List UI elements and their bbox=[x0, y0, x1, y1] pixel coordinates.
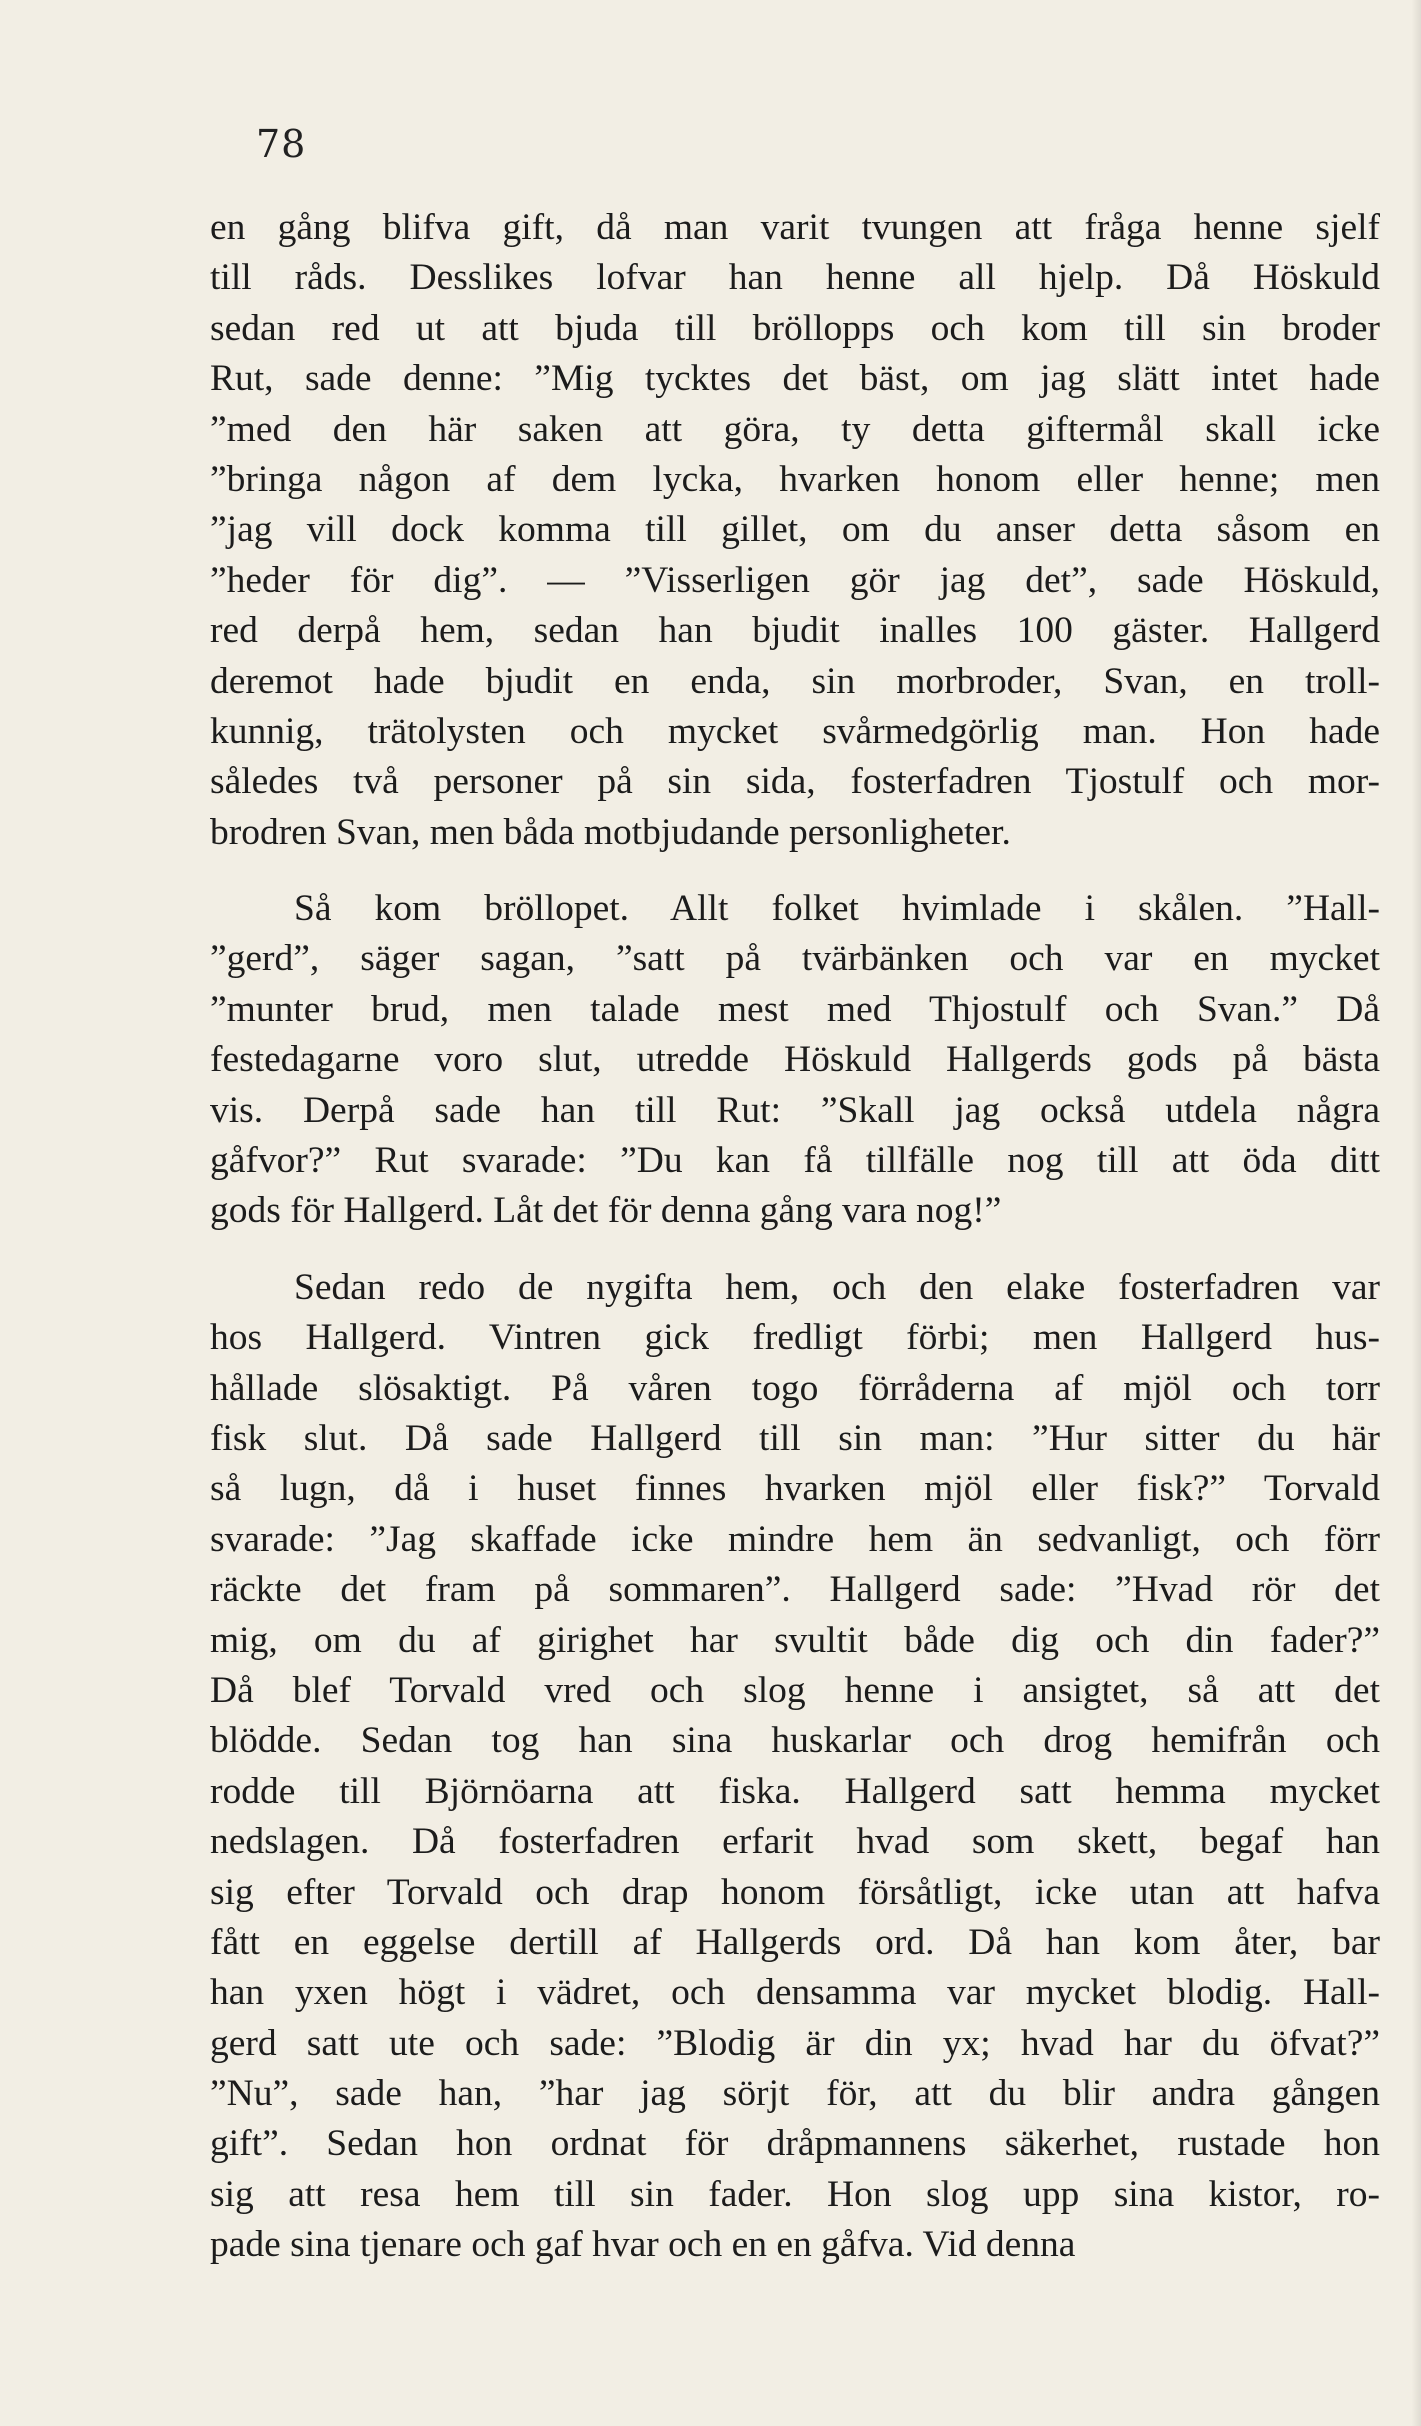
text-line: ”med den här saken att göra, ty detta giftermål skall icke bbox=[210, 408, 1380, 450]
page-edge-shadow bbox=[1411, 0, 1421, 2426]
text-line: ”jag vill dock komma till gillet, om du anser detta såsom en bbox=[210, 509, 1380, 551]
text-line: rodde till Björnöarna att fiska. Hallgerd satt hemma mycket bbox=[210, 1770, 1380, 1812]
text-line: en gång blifva gift, då man varit tvungen att fråga henne sjelf bbox=[210, 207, 1380, 248]
text-line: red derpå hem, sedan han bjudit inalles 100 gäster. Hallgerd bbox=[210, 610, 1380, 652]
text-line: ”gerd”, säger sagan, ”satt på tvärbänken och var en mycket bbox=[210, 938, 1380, 980]
text-line: sig att resa hem till sin fader. Hon slog upp sina kistor, ro- bbox=[210, 2173, 1380, 2215]
text-line: mig, om du af girighet har svultit både dig och din fader?” bbox=[210, 1619, 1380, 1661]
text-line: han yxen högt i vädret, och densamma var mycket blodig. Hall- bbox=[210, 1972, 1380, 2014]
text-line: Sedan redo de nygifta hem, och den elake fosterfadren var bbox=[294, 1266, 1380, 1308]
paragraph-gap bbox=[210, 1237, 1380, 1263]
text-line: sig efter Torvald och drap honom försåtligt, icke utan att hafva bbox=[210, 1871, 1380, 1913]
text-line: gift”. Sedan hon ordnat för dråpmannens säkerhet, rustade hon bbox=[210, 2123, 1380, 2165]
text-line: gerd satt ute och sade: ”Blodig är din yx; hvad har du öfvat?” bbox=[210, 2022, 1380, 2064]
text-line: svarade: ”Jag skaffade icke mindre hem än sedvanligt, och förr bbox=[210, 1518, 1380, 1560]
text-line: ”heder för dig”. — ”Visserligen gör jag det”, sade Höskuld, bbox=[210, 559, 1380, 601]
text-line: gåfvor?” Rut svarade: ”Du kan få tillfälle nog till att öda ditt bbox=[210, 1140, 1380, 1182]
text-line: ”Nu”, sade han, ”har jag sörjt för, att du blir andra gången bbox=[210, 2073, 1380, 2115]
text-line: således två personer på sin sida, fosterfadren Tjostulf och mor- bbox=[210, 761, 1380, 803]
text-line: så lugn, då i huset finnes hvarken mjöl eller fisk?” Torvald bbox=[210, 1468, 1380, 1510]
text-line: festedagarne voro slut, utredde Höskuld Hallgerds gods på bästa bbox=[210, 1039, 1380, 1081]
text-line: Rut, sade denne: ”Mig tycktes det bäst, om jag slätt intet hade bbox=[210, 358, 1380, 400]
text-line: fisk slut. Då sade Hallgerd till sin man: ”Hur sitter du här bbox=[210, 1417, 1380, 1459]
paragraph bbox=[210, 203, 1380, 858]
text-line: räckte det fram på sommaren”. Hallgerd sade: ”Hvad rör det bbox=[210, 1569, 1380, 1611]
text-line: gods för Hallgerd. Låt det för denna gång vara nog!” bbox=[210, 1190, 1002, 1232]
text-line: hållade slösaktigt. På våren togo förråderna af mjöl och torr bbox=[210, 1367, 1380, 1409]
text-line: Så kom bröllopet. Allt folket hvimlade i skålen. ”Hall- bbox=[294, 888, 1380, 930]
text-line: Då blef Torvald vred och slog henne i ansigtet, så att det bbox=[210, 1669, 1380, 1711]
text-line: hos Hallgerd. Vintren gick fredligt förbi; men Hallgerd hus- bbox=[210, 1317, 1380, 1359]
text-line: fått en eggelse dertill af Hallgerds ord. Då han kom åter, bar bbox=[210, 1921, 1380, 1963]
text-line: vis. Derpå sade han till Rut: ”Skall jag också utdela några bbox=[210, 1089, 1380, 1131]
page-number: 78 bbox=[256, 122, 307, 166]
text-line: ”munter brud, men talade mest med Thjostulf och Svan.” Då bbox=[210, 988, 1380, 1030]
text-line: brodren Svan, men båda motbjudande personligheter. bbox=[210, 811, 1011, 853]
text-line: kunnig, trätolysten och mycket svårmedgörlig man. Hon hade bbox=[210, 710, 1380, 752]
text-line: till råds. Desslikes lofvar han henne all hjelp. Då Höskuld bbox=[210, 257, 1380, 299]
paragraph bbox=[210, 1263, 1380, 2271]
text-line: ”bringa någon af dem lycka, hvarken honom eller henne; men bbox=[210, 458, 1380, 500]
text-line: deremot hade bjudit en enda, sin morbroder, Svan, en troll- bbox=[210, 660, 1380, 702]
text-line: nedslagen. Då fosterfadren erfarit hvad som skett, begaf han bbox=[210, 1821, 1380, 1863]
text-line: blödde. Sedan tog han sina huskarlar och drog hemifrån och bbox=[210, 1720, 1380, 1762]
paragraph bbox=[210, 884, 1380, 1237]
text-line: pade sina tjenare och gaf hvar och en en gåfva. Vid denna bbox=[210, 2224, 1076, 2266]
text-line: sedan red ut att bjuda till bröllopps och kom till sin broder bbox=[210, 307, 1380, 349]
body-text bbox=[210, 203, 1380, 2271]
paragraph-gap bbox=[210, 858, 1380, 884]
